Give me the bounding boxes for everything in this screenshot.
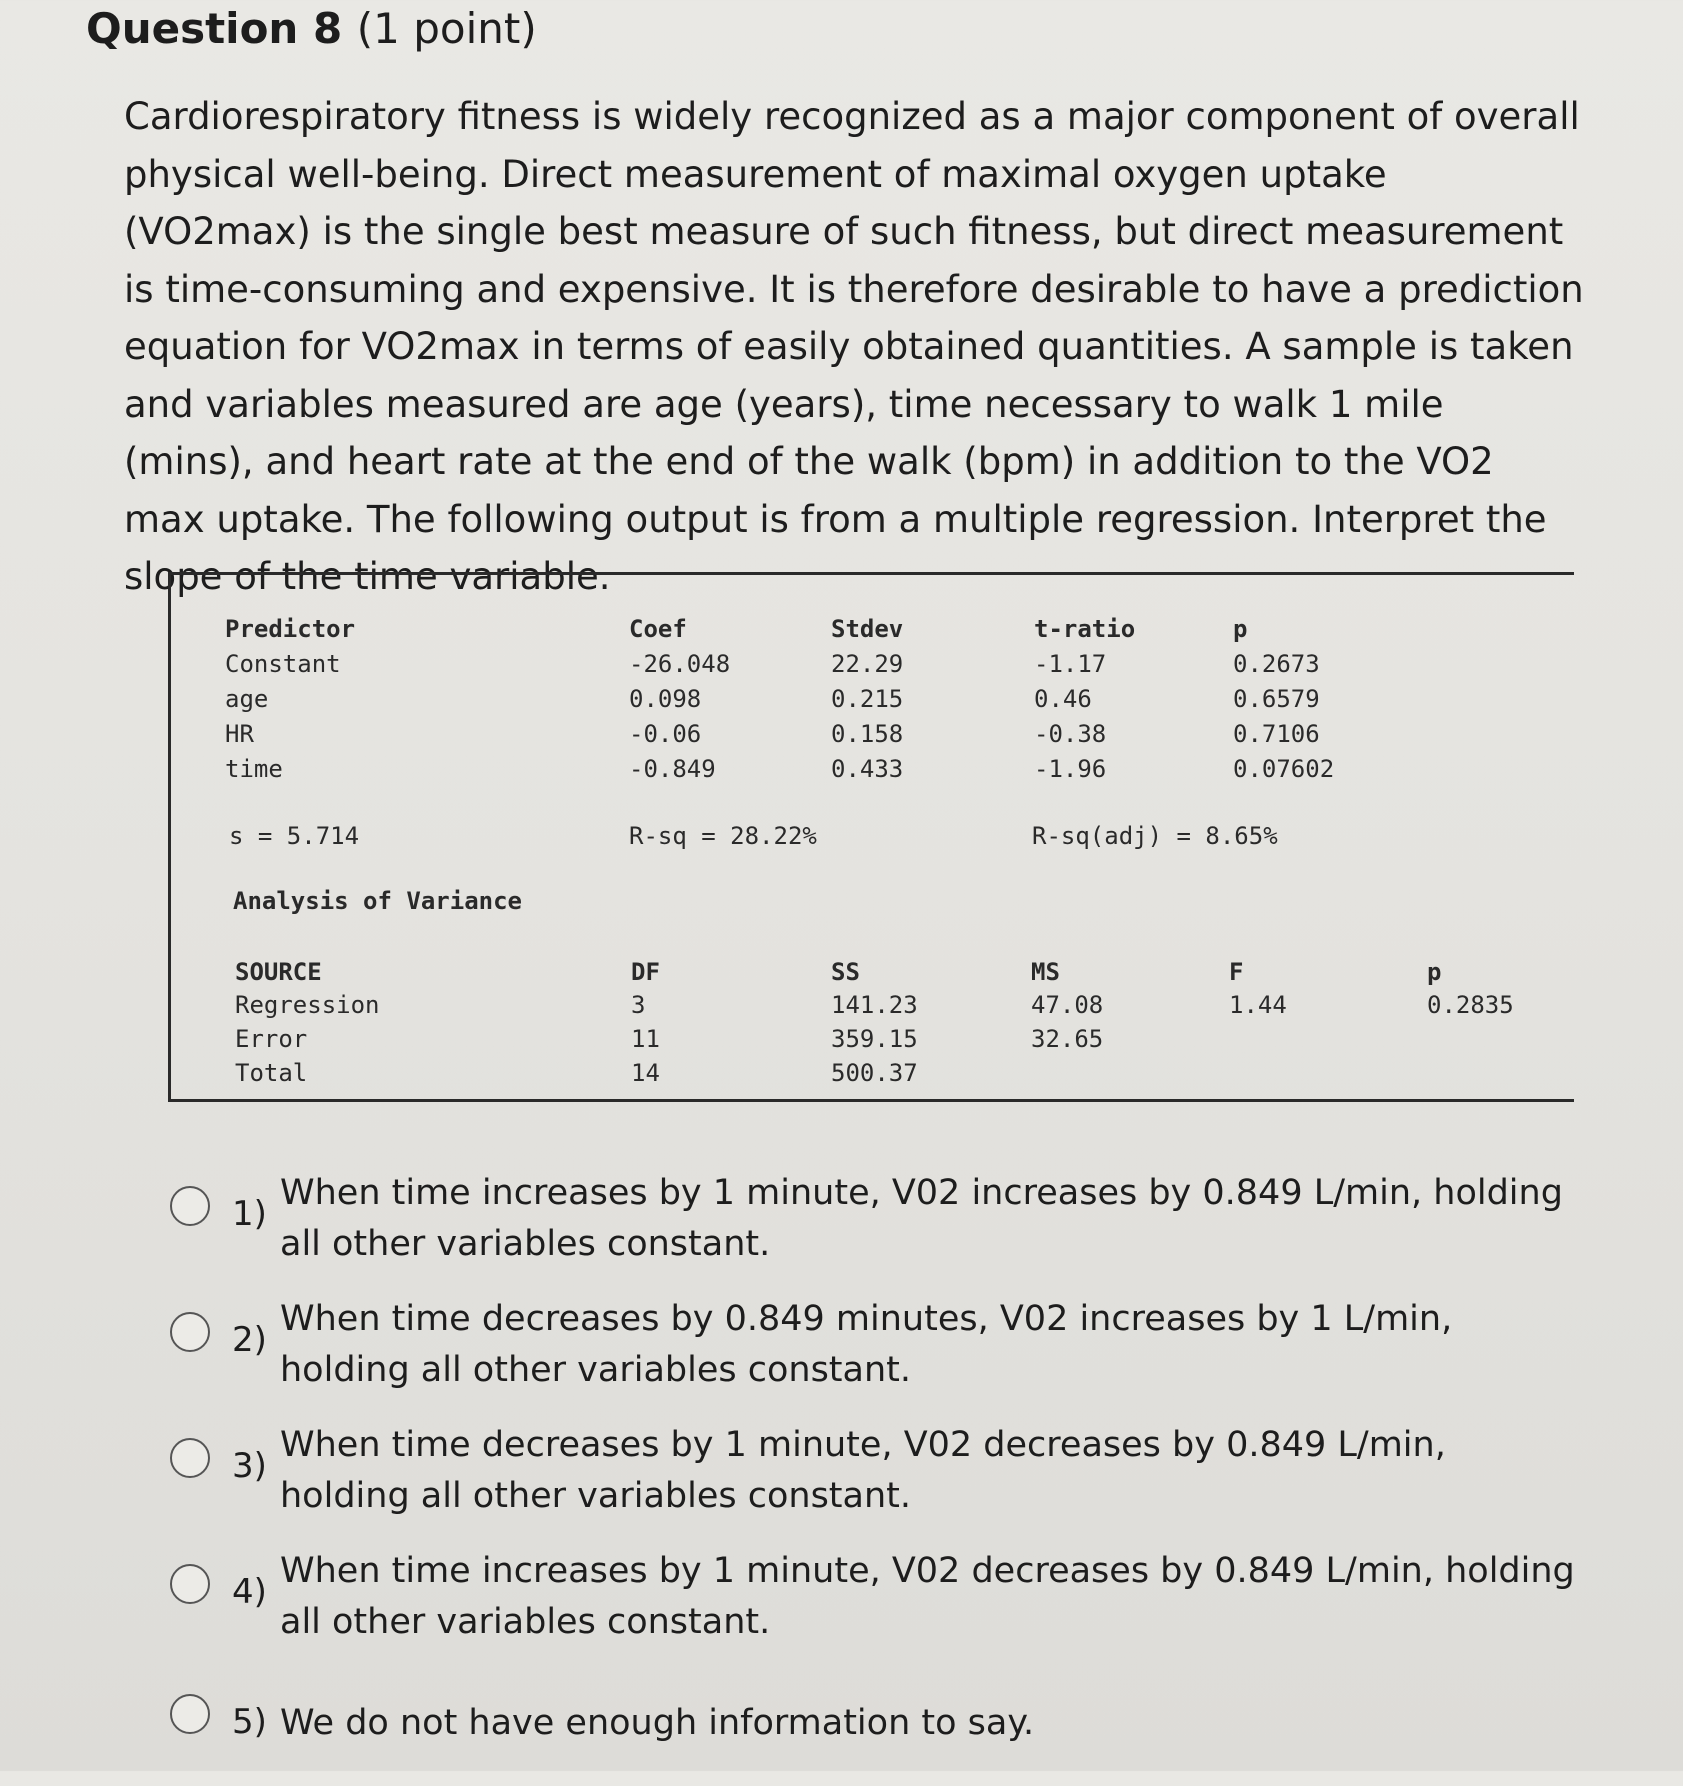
ms-cell: 32.65 — [1031, 1025, 1104, 1053]
source-cell: Total — [235, 1059, 308, 1087]
option-number: 4) — [232, 1572, 267, 1612]
regression-output — [168, 572, 1574, 1102]
f-header: F — [1229, 958, 1244, 986]
source-cell: Regression — [235, 991, 380, 1019]
anova-p-cell: 0.2835 — [1427, 991, 1514, 1019]
option-4[interactable] — [170, 1546, 1610, 1656]
ss-cell: 500.37 — [831, 1059, 918, 1087]
t-ratio-cell: 0.46 — [1034, 685, 1092, 713]
ss-cell: 141.23 — [831, 991, 918, 1019]
option-number: 1) — [232, 1194, 267, 1234]
option-text[interactable]: When time decreases by 0.849 minutes, V02 increases by 1 L/min, holding all other variables constant. — [280, 1299, 1453, 1390]
p-header: p — [1233, 615, 1248, 643]
anova-title: Analysis of Variance — [233, 887, 522, 915]
t-ratio-cell: -1.17 — [1034, 650, 1107, 678]
option-text[interactable]: When time increases by 1 minute, V02 increases by 0.849 L/min, holding all other variables constant. — [280, 1173, 1563, 1264]
stdev-cell: 0.433 — [831, 755, 904, 783]
option-text[interactable]: We do not have enough information to say. — [280, 1703, 1035, 1743]
stdev-cell: 22.29 — [831, 650, 904, 678]
option-number: 5) — [232, 1702, 267, 1742]
radio-button[interactable] — [170, 1564, 210, 1604]
predictor-cell: age — [225, 685, 269, 713]
p-cell: 0.2673 — [1233, 650, 1320, 678]
anova-p-header: p — [1427, 958, 1442, 986]
coef-cell: -0.849 — [629, 755, 716, 783]
radio-button[interactable] — [170, 1186, 210, 1226]
stdev-cell: 0.158 — [831, 720, 904, 748]
stdev-cell: 0.215 — [831, 685, 904, 713]
predictor-cell: time — [225, 755, 283, 783]
option-1[interactable] — [170, 1168, 1610, 1278]
radio-button[interactable] — [170, 1312, 210, 1352]
ss-cell: 359.15 — [831, 1025, 918, 1053]
option-3[interactable] — [170, 1420, 1610, 1530]
source-cell: Error — [235, 1025, 308, 1053]
t-ratio-cell: -1.96 — [1034, 755, 1107, 783]
r-sq-value: R-sq = 28.22% — [629, 822, 817, 850]
ss-header: SS — [831, 958, 860, 986]
option-text[interactable]: When time increases by 1 minute, V02 decreases by 0.849 L/min, holding all other variables constant. — [280, 1551, 1575, 1642]
s-value: s = 5.714 — [229, 822, 360, 850]
question-points: (1 point) — [356, 4, 537, 53]
predictor-cell: Constant — [225, 650, 341, 678]
radio-button[interactable] — [170, 1694, 210, 1734]
ms-header: MS — [1031, 958, 1060, 986]
option-number: 3) — [232, 1446, 267, 1486]
source-header: SOURCE — [235, 958, 322, 986]
option-text[interactable]: When time decreases by 1 minute, V02 decreases by 0.849 L/min, holding all other variables constant. — [280, 1425, 1446, 1516]
f-cell: 1.44 — [1229, 991, 1287, 1019]
question-text: Cardiorespiratory fitness is widely recognized as a major component of overall physical well-being. Direct measurement of maximal oxygen uptake (VO2max) is the single best measure of such fitness, but direct measurement is time-consuming and expensive. It is therefore desirable to have a prediction equation for VO2max in terms of easily obtained quantities. A sample is taken and variables measured are age (years), time necessary to walk 1 mile (mins), and heart rate at the end of the walk (bpm) in addition to the VO2 max uptake. The following output is from a multiple regression. Interpret the slope of the time variable. — [124, 95, 1584, 598]
p-cell: 0.7106 — [1233, 720, 1320, 748]
df-header: DF — [631, 958, 660, 986]
option-5[interactable] — [170, 1676, 1610, 1786]
coef-header: Coef — [629, 615, 687, 643]
option-2[interactable] — [170, 1294, 1610, 1404]
question-label: Question 8 — [86, 4, 343, 53]
df-cell: 14 — [631, 1059, 660, 1087]
df-cell: 3 — [631, 991, 646, 1019]
coef-cell: -26.048 — [629, 650, 731, 678]
t-ratio-cell: -0.38 — [1034, 720, 1107, 748]
r-sq-adj-value: R-sq(adj) = 8.65% — [1032, 822, 1278, 850]
option-number: 2) — [232, 1320, 267, 1360]
stdev-header: Stdev — [831, 615, 904, 643]
t-ratio-header: t-ratio — [1034, 615, 1136, 643]
coef-cell: 0.098 — [629, 685, 702, 713]
predictor-header: Predictor — [225, 615, 356, 643]
predictor-cell: HR — [225, 720, 254, 748]
df-cell: 11 — [631, 1025, 660, 1053]
radio-button[interactable] — [170, 1438, 210, 1478]
coef-cell: -0.06 — [629, 720, 702, 748]
p-cell: 0.07602 — [1233, 755, 1335, 783]
ms-cell: 47.08 — [1031, 991, 1104, 1019]
question-title — [86, 0, 537, 58]
p-cell: 0.6579 — [1233, 685, 1320, 713]
